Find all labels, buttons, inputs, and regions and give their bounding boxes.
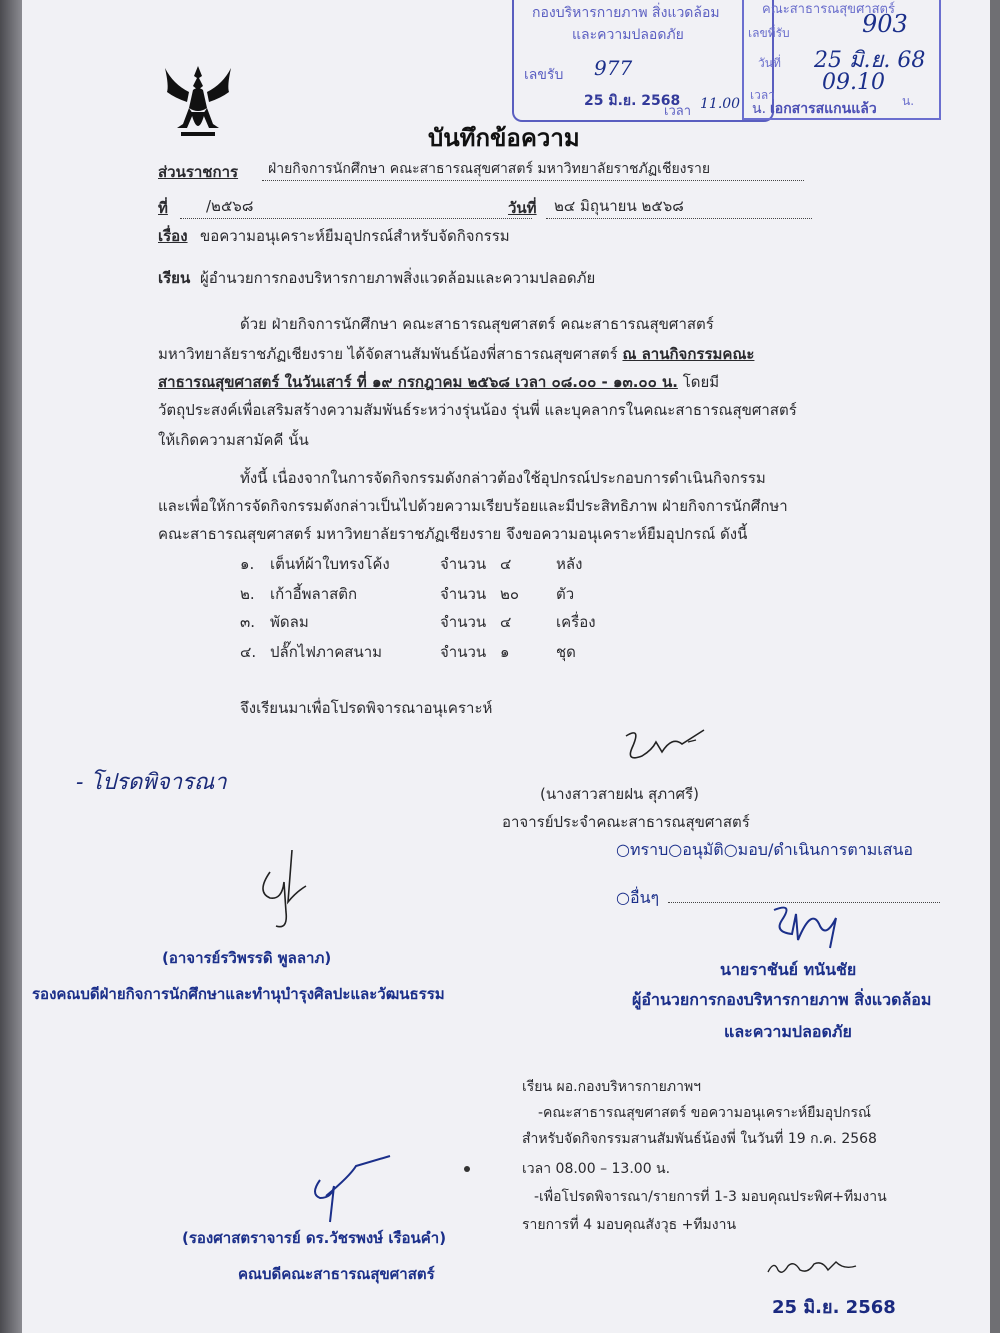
faculty-stamp-date: 25 มิ.ย. 68: [814, 48, 926, 73]
item-2-name: เก้าอี้พลาสติก: [270, 585, 358, 603]
p1-line3: [158, 370, 719, 394]
agency-value: ฝ่ายกิจการนักศึกษา คณะสาธารณสุขศาสตร์ มหาวิทยาลัยราชภัฏเชียงราย: [262, 158, 804, 181]
ink-dot: [464, 1166, 470, 1172]
routing-line3: สำหรับจัดกิจกรรมสานสัมพันธ์น้องพี่ ในวันที่ 19 ก.ค. 2568: [522, 1131, 877, 1147]
director-name: นายราชันย์ ทนันชัย: [720, 960, 857, 979]
handwritten-note: - โปรดพิจารณา: [76, 770, 227, 795]
p2-line1: ทั้งนี้ เนื่องจากในการจัดกิจกรรมดังกล่าวต้องใช้อุปกรณ์ประกอบการดำเนินกิจกรรม: [240, 469, 766, 487]
memo-title: บันทึกข้อความ: [428, 124, 580, 152]
p1-line3b: โดยมี: [682, 373, 720, 391]
item-2-unit: ตัว: [556, 585, 575, 603]
item-4-no: ๔.: [240, 643, 257, 661]
routing-line1: เรียน ผอ.กองบริหารกายภาพฯ: [522, 1079, 702, 1095]
subject-value: ขอความอนุเคราะห์ยืมอุปกรณ์สำหรับจัดกิจกรรม: [200, 227, 510, 245]
teacher-name: (นางสาวสายฝน สุภาศรี): [540, 785, 699, 803]
item-1-unit: หลัง: [556, 555, 583, 573]
date-label: วันที่: [508, 199, 537, 217]
vice-dean-position: รองคณบดีฝ่ายกิจการนักศึกษาและทำนุบำรุงศิลปะและวัฒนธรรม: [32, 985, 445, 1003]
teacher-signature: [612, 722, 712, 782]
date-value: ๒๔ มิถุนายน ๒๕๖๘: [546, 194, 812, 219]
p1-line5: ให้เกิดความสามัคคี นั้น: [158, 431, 309, 449]
faculty-stamp-time-unit: น.: [902, 94, 915, 108]
decision-other: ○อื่นๆ: [616, 888, 660, 907]
p2-line3: คณะสาธารณสุขศาสตร์ มหาวิทยาลัยราชภัฏเชียงราย จึงขอความอนุเคราะห์ยืมอุปกรณ์ ดังนี้: [158, 525, 748, 543]
faculty-stamp-office: คณะสาธารณสุขศาสตร์: [762, 2, 895, 17]
routing-line6: รายการที่ 4 มอบคุณสังวุธ +ทีมงาน: [522, 1217, 737, 1233]
receipt-stamp: [512, 0, 774, 122]
p2-line2: และเพื่อให้การจัดกิจกรรมดังกล่าวเป็นไปด้วยความเรียบร้อยและมีประสิทธิภาพ ฝ่ายกิจการนักศึกษา: [158, 497, 788, 515]
item-1-name: เต็นท์ผ้าใบทรงโค้ง: [270, 555, 390, 573]
routing-line2: -คณะสาธารณสุขศาสตร์ ขอความอนุเคราะห์ยืมอุปกรณ์: [538, 1105, 871, 1121]
stamp-office-line2: และความปลอดภัย: [572, 27, 684, 43]
to-label: เรียน: [158, 269, 191, 287]
item-2-qty-label: จำนวน: [440, 585, 487, 603]
item-3-qty-label: จำนวน: [440, 613, 487, 631]
scanned-note: เอกสารสแกนแล้ว: [770, 101, 877, 117]
item-4-qty-label: จำนวน: [440, 643, 487, 661]
p1-line4: วัตถุประสงค์เพื่อเสริมสร้างความสัมพันธ์ระหว่างรุ่นน้อง รุ่นพี่ และบุคลากรในคณะสาธารณสุขศาสตร์: [158, 401, 797, 419]
item-1-no: ๑.: [240, 555, 255, 573]
faculty-stamp-number: 903: [862, 10, 908, 38]
director-signature: [766, 900, 846, 954]
p1-date-time: สาธารณสุขศาสตร์ ในวันเสาร์ ที่ ๑๙ กรกฎาคม ๒๕๖๘ เวลา ๐๘.๐๐ - ๑๓.๐๐ น.: [158, 373, 678, 391]
vice-dean-signature: [248, 842, 318, 932]
item-2-qty: ๒๐: [500, 585, 520, 603]
to-value: ผู้อำนวยการกองบริหารกายภาพสิ่งแวดล้อมและความปลอดภัย: [200, 269, 596, 287]
stamp-number-label: เลขรับ: [524, 67, 564, 83]
stamp-time-value: 11.00: [700, 96, 741, 112]
routing-line4: เวลา 08.00 – 13.00 น.: [522, 1161, 671, 1177]
stamp-office-line1: กองบริหารกายภาพ สิ่งแวดล้อม: [532, 5, 720, 21]
faculty-stamp: [742, 0, 941, 120]
director-position-line2: และความปลอดภัย: [724, 1022, 852, 1041]
stamp-time-unit: น.: [752, 101, 767, 117]
p1-venue: ณ ลานกิจกรรมคณะ: [622, 345, 755, 363]
item-1-qty: ๔: [500, 555, 512, 573]
stamp-time-label: เวลา: [664, 104, 692, 119]
routing-initials: [764, 1256, 864, 1280]
routing-date: 25 มิ.ย. 2568: [772, 1297, 896, 1318]
page-edge: [0, 0, 22, 1333]
dean-signature: [290, 1150, 400, 1226]
item-3-unit: เครื่อง: [556, 613, 596, 631]
stamp-date: 25 มิ.ย. 2568: [584, 93, 681, 109]
routing-line5: -เพื่อโปรดพิจารณา/รายการที่ 1-3 มอบคุณประพิศ+ทีมงาน: [534, 1189, 887, 1205]
faculty-stamp-time: 09.10: [822, 70, 885, 95]
decision-options: ○ทราบ○อนุมัติ○มอบ/ดำเนินการตามเสนอ: [616, 840, 914, 859]
ref-label: ที่: [158, 199, 168, 217]
closing-text: จึงเรียนมาเพื่อโปรดพิจารณาอนุเคราะห์: [240, 699, 493, 717]
p1-line2: [158, 342, 754, 366]
p1-line1: ด้วย ฝ่ายกิจการนักศึกษา คณะสาธารณสุขศาสตร์ คณะสาธารณสุขศาสตร์: [240, 315, 714, 333]
garuda-emblem-icon: [163, 62, 233, 142]
director-position-line1: ผู้อำนวยการกองบริหารกายภาพ สิ่งแวดล้อม: [632, 990, 932, 1009]
dean-name: (รองศาสตราจารย์ ดร.วัชรพงษ์ เรือนคำ): [182, 1229, 447, 1247]
dean-position: คณบดีคณะสาธารณสุขศาสตร์: [238, 1265, 435, 1283]
faculty-stamp-date-label: วันที่: [758, 56, 781, 70]
ref-value: /๒๕๖๘: [180, 194, 532, 219]
faculty-stamp-time-label: เวลา: [750, 88, 775, 102]
faculty-stamp-number-label: เลขที่รับ: [748, 26, 790, 40]
agency-label: ส่วนราชการ: [158, 163, 239, 181]
subject-label: เรื่อง: [158, 227, 188, 245]
p1-line2a: มหาวิทยาลัยราชภัฏเชียงราย ได้จัดสานสัมพันธ์น้องพี่สาธารณสุขศาสตร์: [158, 345, 618, 363]
vice-dean-name: (อาจารย์รวิพรรดิ พูลลาภ): [162, 949, 332, 967]
item-3-qty: ๔: [500, 613, 512, 631]
item-3-name: พัดลม: [270, 613, 309, 631]
item-4-unit: ชุด: [556, 643, 576, 661]
item-1-qty-label: จำนวน: [440, 555, 487, 573]
item-3-no: ๓.: [240, 613, 256, 631]
item-4-qty: ๑: [500, 643, 510, 661]
item-2-no: ๒.: [240, 585, 255, 603]
stamp-number-value: 977: [594, 56, 633, 80]
teacher-position: อาจารย์ประจำคณะสาธารณสุขศาสตร์: [502, 813, 750, 831]
item-4-name: ปลั๊กไฟภาคสนาม: [270, 643, 383, 661]
